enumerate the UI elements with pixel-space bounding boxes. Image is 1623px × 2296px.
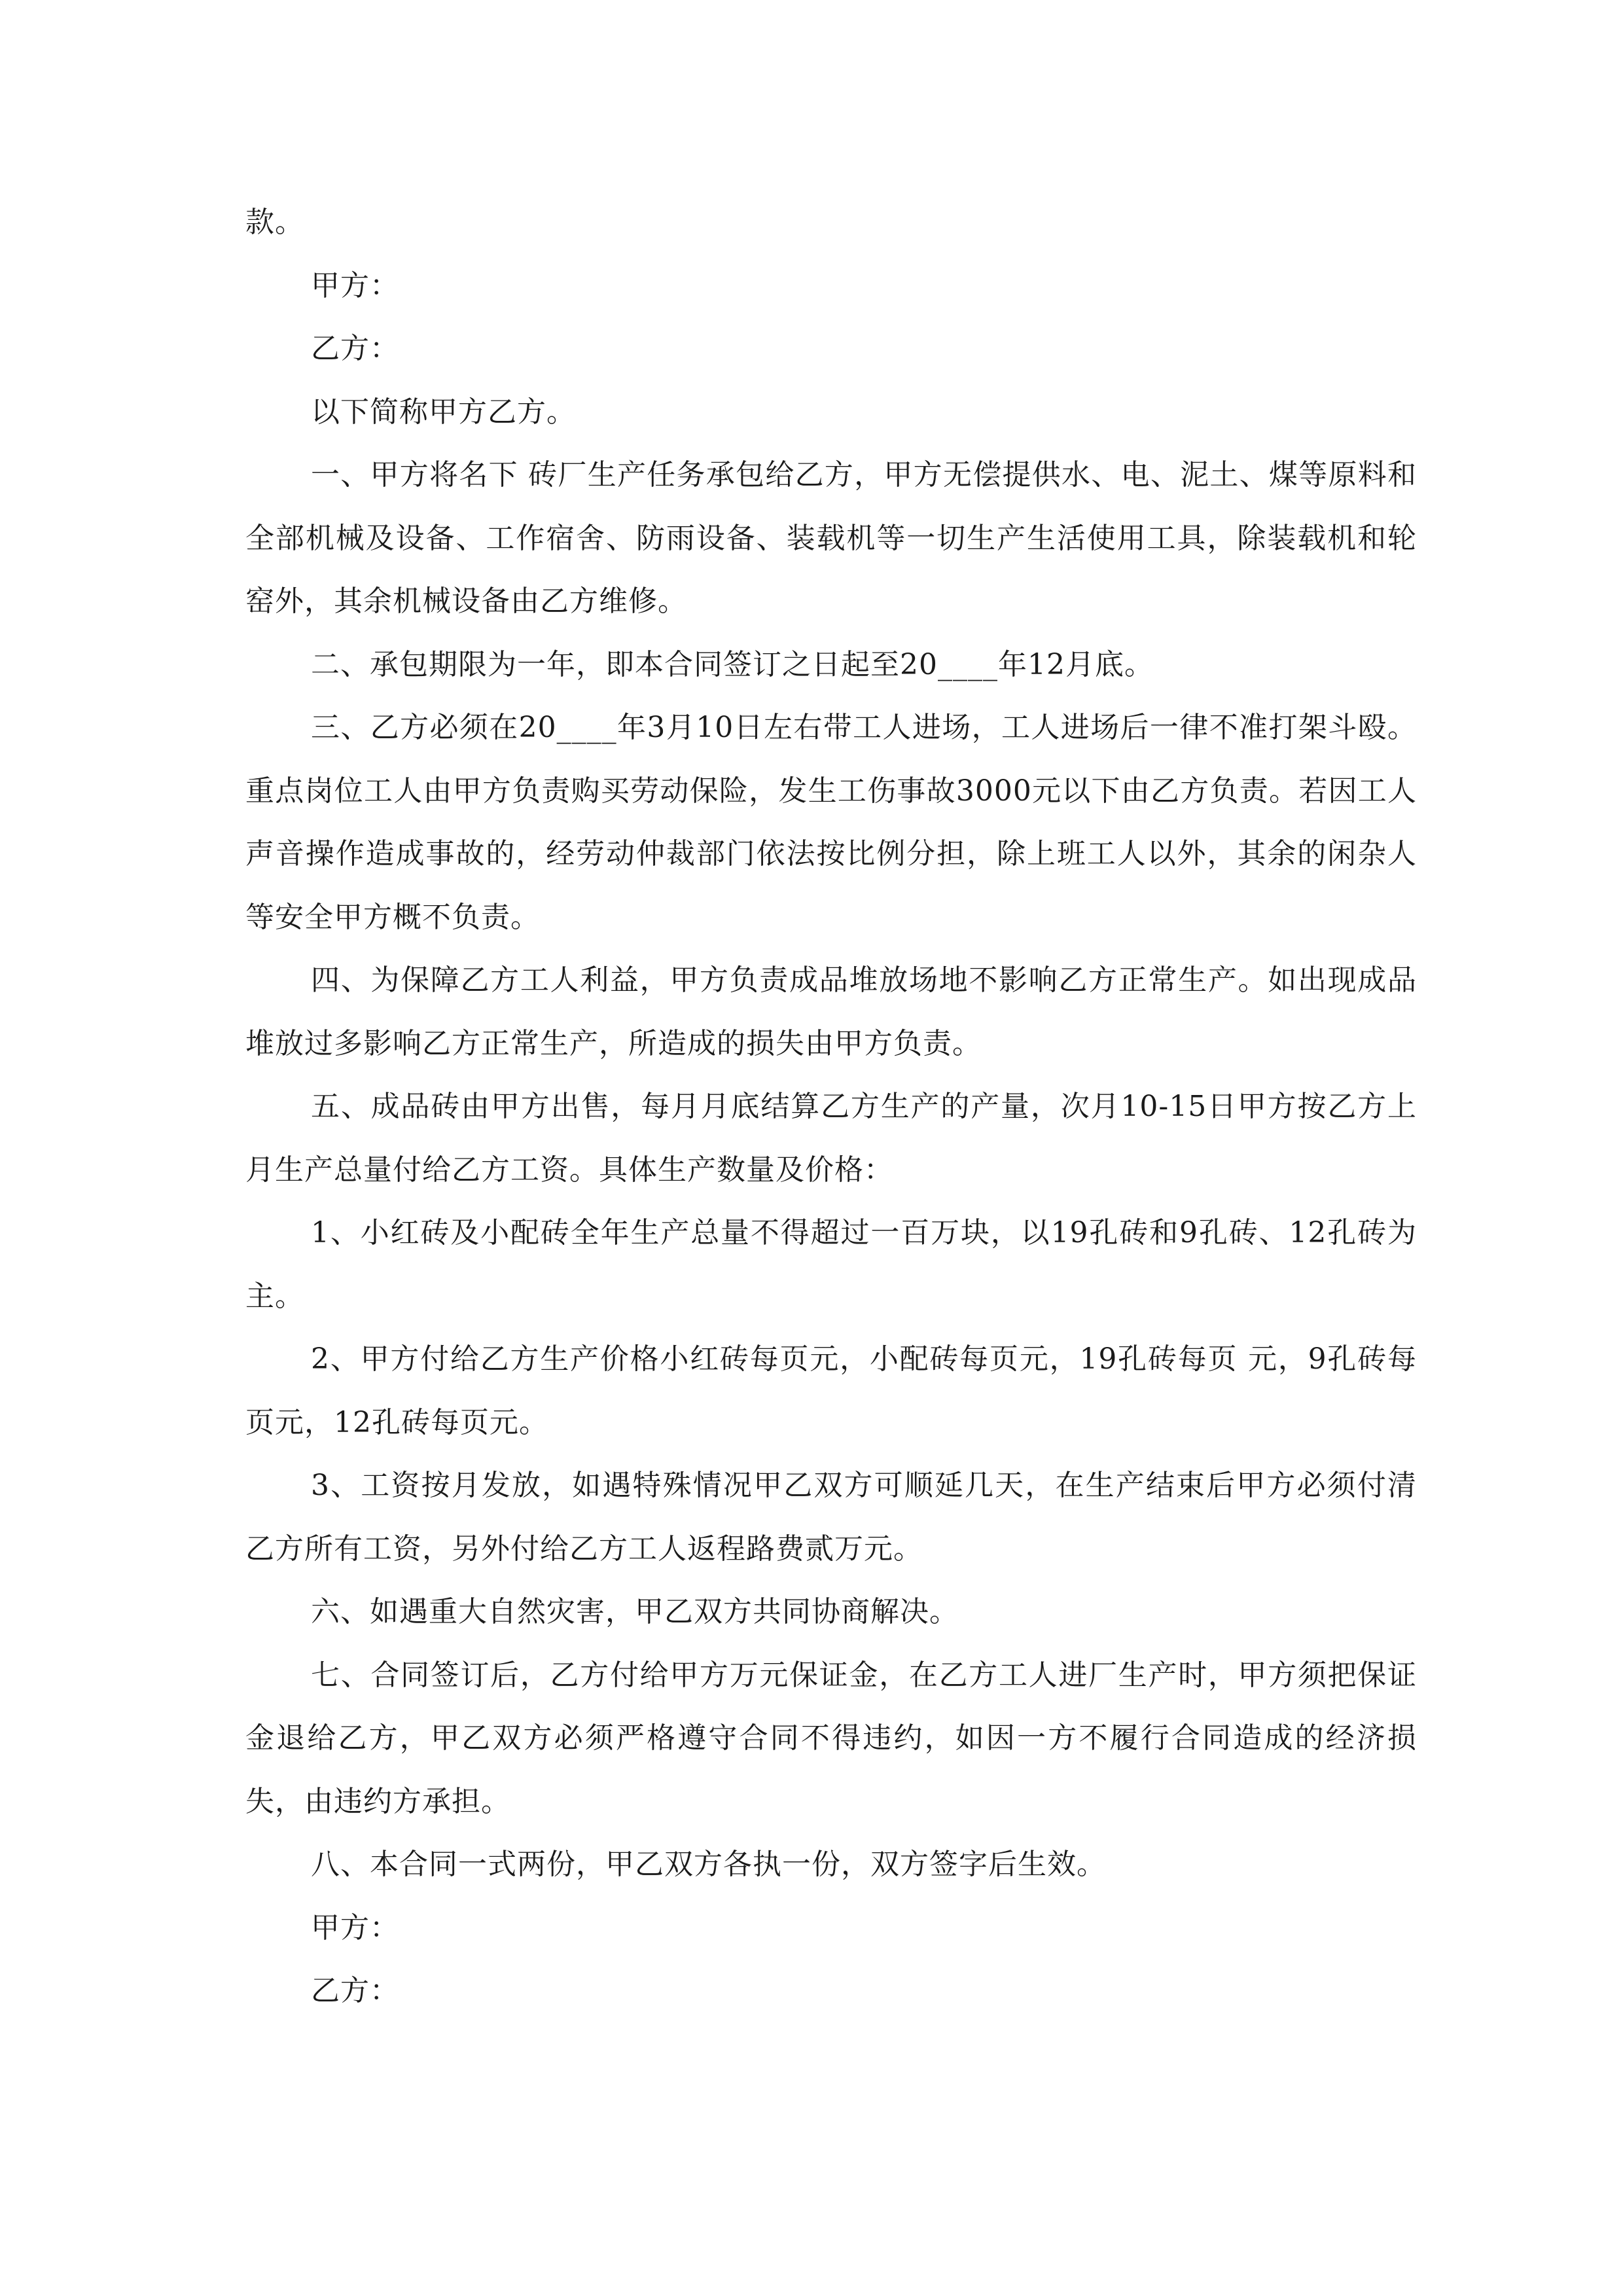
clause-2: 二、承包期限为一年，即本合同签订之日起至20____年12月底。 xyxy=(311,647,1154,681)
clause-5-item-3: 3、工资按月发放，如遇特殊情况甲乙双方可顺延几天，在生产结束后甲方必须付清乙方所有工资，另外付给乙方工人返程路费贰万元。 xyxy=(245,1469,1417,1566)
clause-5: 五、成品砖由甲方出售，每月月底结算乙方生产的产量，次月10-15日甲方按乙方上月生产总量付给乙方工资。具体生产数量及价格： xyxy=(245,1090,1417,1187)
contract-body xyxy=(245,191,1417,2023)
clause-5-item-1: 1、小红砖及小配砖全年生产总量不得超过一百万块，以19孔砖和9孔砖、12孔砖为主。 xyxy=(245,1216,1417,1313)
paragraph-continuation: 款。 xyxy=(245,206,304,239)
clause-4: 四、为保障乙方工人利益，甲方负责成品堆放场地不影响乙方正常生产。如出现成品堆放过多影响乙方正常生产，所造成的损失由甲方负责。 xyxy=(245,963,1417,1060)
clause-7: 七、合同签订后，乙方付给甲方万元保证金，在乙方工人进厂生产时，甲方须把保证金退给乙方，甲乙双方必须严格遵守合同不得违约，如因一方不履行合同造成的经济损失，由违约方承担。 xyxy=(245,1658,1417,1818)
abbreviation-note: 以下简称甲方乙方。 xyxy=(311,395,576,429)
clause-3: 三、乙方必须在20____年3月10日左右带工人进场，工人进场后一律不准打架斗殴。重点岗位工人由甲方负责购买劳动保险，发生工伤事故3000元以下由乙方负责。若因工人声音操作造成事故的，经劳动仲裁部门依法按比例分担，除上班工人以外，其余的闲杂人等安全甲方概不负责。 xyxy=(245,711,1417,934)
signature-party-a: 甲方： xyxy=(311,1910,399,1945)
clause-6: 六、如遇重大自然灾害，甲乙双方共同协商解决。 xyxy=(311,1595,959,1628)
clause-1: 一、甲方将名下 砖厂生产任务承包给乙方，甲方无偿提供水、电、泥土、煤等原料和全部机械及设备、工作宿舍、防雨设备、装载机等一切生产生活使用工具，除装载机和轮窑外，其余机械设备由乙方维修。 xyxy=(245,458,1417,618)
clause-8: 八、本合同一式两份，甲乙双方各执一份，双方签字后生效。 xyxy=(311,1848,1106,1881)
signature-party-b: 乙方： xyxy=(311,1974,399,2007)
party-b-label: 乙方： xyxy=(311,332,399,365)
clause-5-item-2: 2、甲方付给乙方生产价格小红砖每页元，小配砖每页元，19孔砖每页 元，9孔砖每页元，12孔砖每页元。 xyxy=(245,1342,1417,1439)
party-a-label: 甲方： xyxy=(311,268,399,302)
